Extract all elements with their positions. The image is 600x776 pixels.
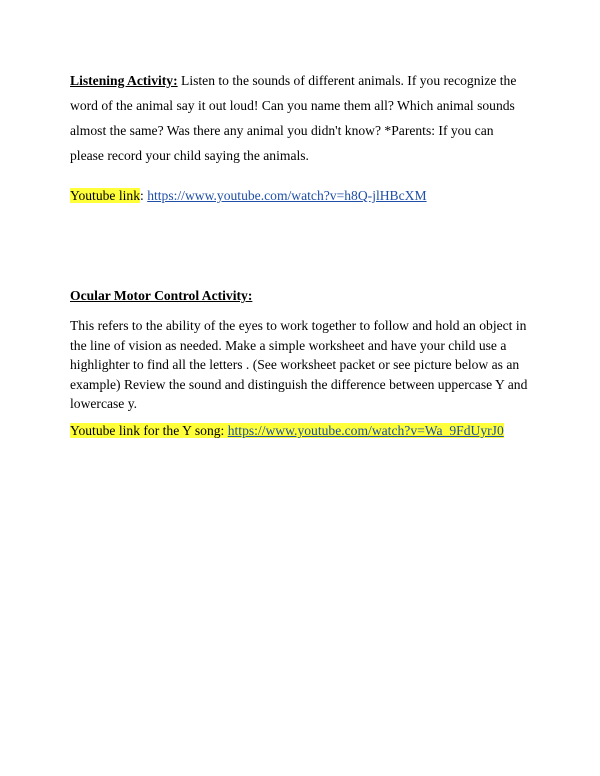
listening-youtube-label: Youtube link — [70, 188, 140, 203]
ocular-youtube-highlight — [70, 423, 504, 438]
ocular-activity-text: This refers to the ability of the eyes to work together to follow and hold an object in the line of vision as needed. Make a simple worksheet and have your child use a highlighter to find all the letters . (See worksheet packet or see picture below as an example) Review the sound and distinguish the difference between uppercase Y and lowercase y. — [70, 318, 528, 411]
ocular-youtube-link[interactable]: https://www.youtube.com/watch?v=Wa_9FdUyrJ0 — [227, 423, 504, 438]
listening-youtube-line — [70, 185, 530, 207]
listening-activity-section — [70, 68, 530, 168]
listening-youtube-separator: : — [140, 188, 148, 203]
ocular-youtube-line — [70, 420, 530, 442]
listening-youtube-link[interactable]: https://www.youtube.com/watch?v=h8Q-jlHBcXM — [147, 188, 427, 203]
listening-activity-heading: Listening Activity: — [70, 73, 178, 88]
listening-activity-text: Listen to the sounds of different animals. If you recognize the word of the animal say it out loud! Can you name them all? Which animal sounds almost the same? Was there any animal you didn't know? *Parents: If you can please record your child saying the animals. — [70, 73, 517, 163]
ocular-youtube-label: Youtube link for the Y song: — [70, 423, 228, 438]
ocular-activity-heading-line — [70, 286, 530, 306]
ocular-activity-heading: Ocular Motor Control Activity: — [70, 288, 253, 303]
